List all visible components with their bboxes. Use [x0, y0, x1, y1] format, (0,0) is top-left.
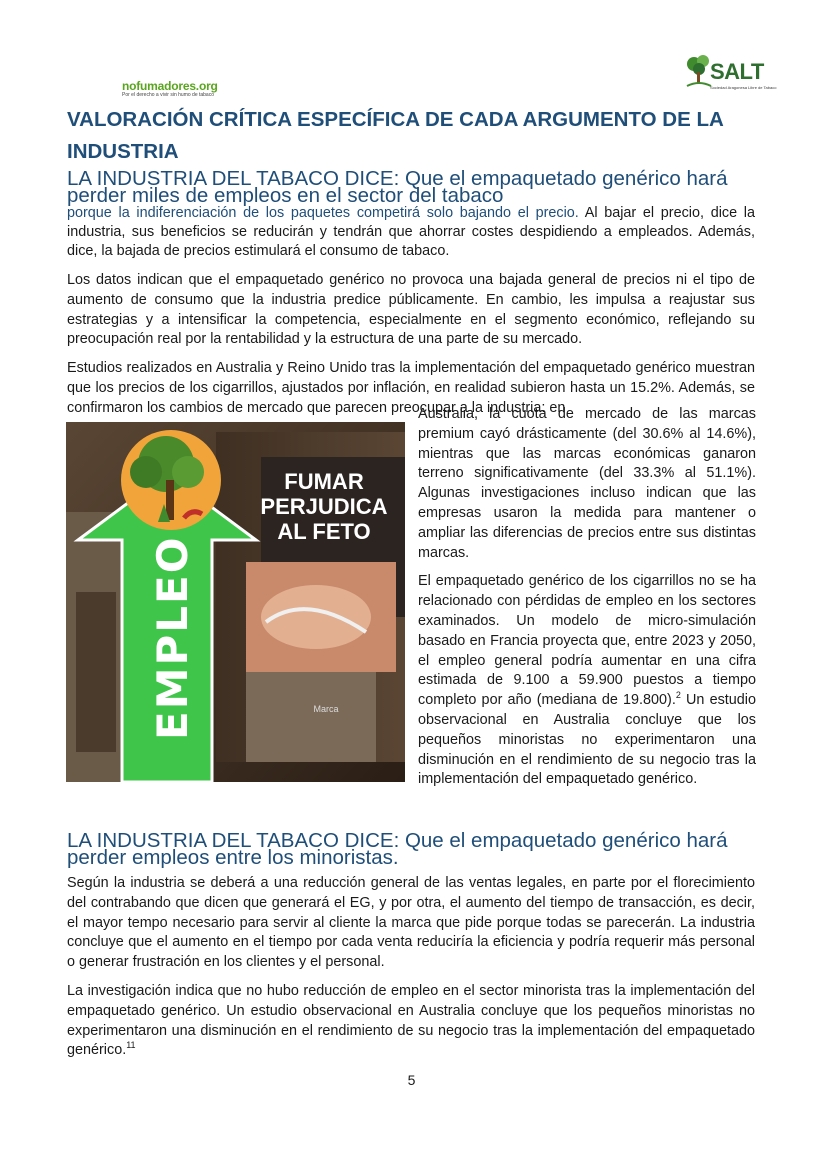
- salt-logo: [684, 52, 776, 94]
- lead-highlight: porque la indiferenciación de los paquetes competirá solo bajando el precio.: [67, 205, 579, 221]
- lead-paragraph: [67, 204, 755, 261]
- logo-left-tagline: Por el derecho a vivir sin humo de tabaco: [122, 92, 214, 98]
- section-heading: LA INDUSTRIA DEL TABACO DICE: Que el empaquetado genérico hará perder miles de empleos en el sector del tabaco: [67, 167, 728, 207]
- right-column: [418, 405, 756, 799]
- pack-brand-label: Marca: [313, 704, 339, 714]
- lead-text: Al bajar el precio, dice la industria, sus beneficios se reducirán y tendrán que ahorrar costes despidiendo a empleados. Además, dice, la bajada de precios estimulará el consumo de tabaco.: [67, 205, 755, 259]
- section-heading: LA INDUSTRIA DEL TABACO DICE: Que el empaquetado genérico hará perder empleos entre los minoristas.: [67, 829, 728, 869]
- logo-right-name: SALT: [710, 59, 764, 84]
- section-retailers: [67, 829, 755, 1070]
- paragraph-text: Un estudio observacional en Australia concluye que los pequeños minoristas no experimentaron una disminución en el rendimiento de su negocio tras la implementación del empaquetado genérico.: [418, 692, 757, 788]
- footnote-ref: 2: [675, 690, 681, 701]
- arrow-label: EMPLEO: [148, 535, 197, 740]
- logo-right-tagline: Sociedad Aragonesa Libre de Tabaco: [710, 85, 777, 90]
- paragraph: Los datos indican que el empaquetado genérico no provoca una bajada general de precios ni el tipo de aumento de consumo que la industria predice públicamente. En cambio, les impulsa a reajustar sus estrategias y a intensificar la competencia, especialmente en el segmento económico, reflejando su preocupación real por la rentabilidad y la estructura de una parte de su mercado.: [67, 272, 755, 348]
- paragraph-text: La investigación indica que no hubo reducción de empleo en el sector minorista tras la implementación del empaquetado genérico. Un estudio observacional en Australia concluye que los pequeños minoristas no experimentaron una disminución en el rendimiento de su negocio tras la implementación del empaquetado genérico.: [67, 982, 755, 1059]
- pack-warning-line: FUMAR: [284, 469, 364, 494]
- pack-warning-line: AL FETO: [277, 519, 371, 544]
- tree-icon: [121, 430, 221, 530]
- section-employment: [67, 167, 755, 419]
- paragraph-text: El empaquetado genérico de los cigarrillos no se ha relacionado con pérdidas de empleo en los sectores examinados. Un modelo de micro-simulación basado en Francia proyecta que, entre 2023 y 2050, el empleo general podría aumentar en una cifra estimada de 9.100 a 59.900 puestos a tiempo completo por año (mediana de 19.800).: [418, 573, 756, 709]
- footnote-ref: 11: [126, 1040, 136, 1051]
- paragraph: [418, 572, 756, 790]
- paragraph: Australia, la cuota de mercado de las marcas premium cayó drásticamente (del 30.6% al 14.6%), mientras que las marcas económicas ganaron terreno significativamente (del 33.3% al 51.1%). Algunas investigaciones incluso indican que las empresas usaron la medida para mantener o ampliar las diferencias de precios entre sus distintas marcas.: [418, 406, 756, 561]
- paragraph: Estudios realizados en Australia y Reino Unido tras la implementación del empaquetado genérico muestran que los precios de los cigarrillos, ajustados por inflación, en realidad subieron hasta un 15.2%. Además, se confirmaron los cambios de mercado que parecen preocupar a la industria: en: [67, 360, 755, 416]
- paragraph: Según la industria se deberá a una reducción general de las ventas legales, en parte por el florecimiento del contrabando que dicen que generará el EG, y por otra, el aumento del tiempo de transacción, es decir, el mayor tempo necesario para servir al cliente la marca que pide porque todas se parecerán. La industria concluye que el aumento en el tiempo por cada venta reduciría la eficiencia y podría requerir más personal o generar frustración en los clientes y el personal.: [67, 875, 755, 971]
- page-title: VALORACIÓN CRÍTICA ESPECÍFICA DE CADA ARGUMENTO DE LA INDUSTRIA: [67, 108, 724, 163]
- nofumadores-logo: [122, 79, 218, 98]
- plain-packaging-illustration: [66, 422, 405, 782]
- page-number: 5: [407, 1072, 416, 1088]
- pack-warning-line: PERJUDICA: [260, 494, 388, 519]
- logo-left-name: nofumadores.org: [122, 79, 218, 93]
- paragraph: [67, 982, 755, 1061]
